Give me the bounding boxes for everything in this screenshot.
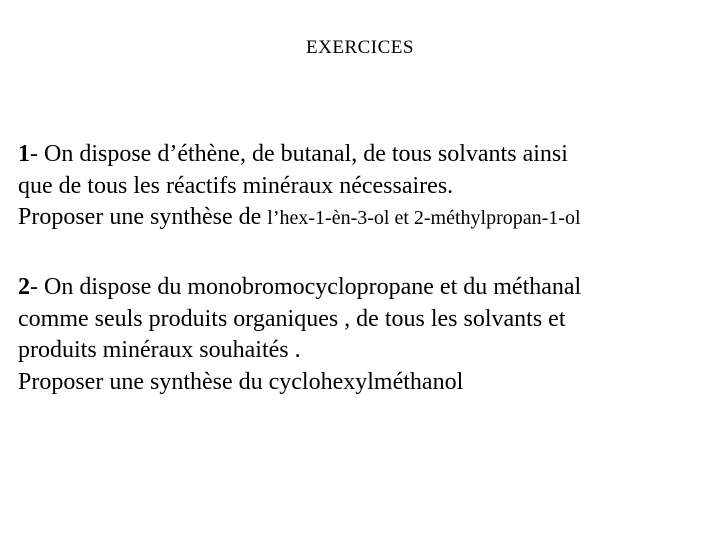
exercise-2-task: Proposer une synthèse du cyclohexylméthanol	[18, 368, 464, 395]
exercise-1-number: 1	[18, 141, 30, 167]
exercise-2-line-1	[18, 272, 708, 304]
exercise-1-line-2: que de tous les réactifs minéraux nécessaires.	[18, 172, 454, 199]
exercise-2-line-2: comme seuls produits organiques , de tous les solvants et	[18, 305, 566, 332]
page-title: EXERCICES	[306, 37, 414, 58]
exercise-1-task	[18, 202, 708, 235]
exercise-1-line-1	[18, 139, 708, 171]
exercise-2-number: 2	[18, 274, 30, 300]
exercise-2-line-3: produits minéraux souhaités .	[18, 337, 301, 363]
exercise-2	[18, 272, 708, 398]
exercise-1	[18, 139, 708, 235]
exercise-1-task-prefix: Proposer une synthèse de	[18, 204, 268, 230]
exercise-1-task-targets: l’hex-1-èn-3-ol et 2-méthylpropan-1-ol	[267, 207, 581, 229]
exercise-2-statement-start: - On dispose du monobromocyclopropane et du méthanal	[30, 274, 582, 300]
exercise-1-statement-start: - On dispose d’éthène, de butanal, de tous solvants ainsi	[30, 141, 568, 167]
